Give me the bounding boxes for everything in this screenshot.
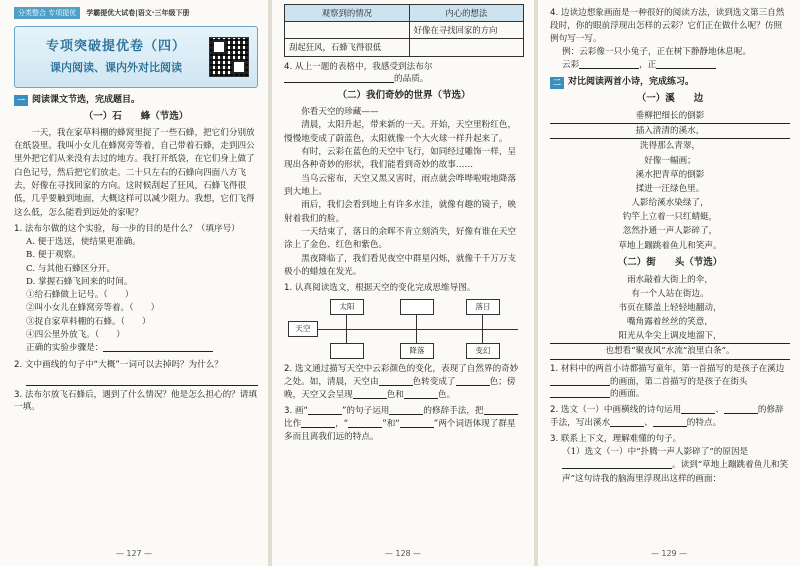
mind-map-node: 落日: [466, 299, 500, 315]
passage-paragraph: 清晨，太阳升起，带来新的一天。开始，天空里粉红色，慢慢地变成了蔚蓝色，太阳就像一个大火球一样升起来了。: [284, 120, 517, 144]
table-cell: 好像在寻找回家的方向: [409, 22, 523, 39]
mind-map-root: 天空: [288, 321, 318, 337]
answer-blank[interactable]: [353, 389, 387, 399]
poem-line: 也想看“聚夜风”水流“浪里白条”。: [550, 344, 790, 359]
fill-sentence: 云彩 ，正: [550, 59, 790, 72]
answer-blank[interactable]: [308, 405, 342, 415]
answer-blank[interactable]: [579, 59, 639, 69]
poem-line: 插入清清的溪水，: [550, 124, 790, 139]
poem-line: 草地上蹦跳着鱼儿和笑声。: [618, 240, 722, 251]
poem-2: [550, 273, 790, 360]
page-number: — 128 —: [384, 549, 422, 559]
passage-paragraph: 一天，我在家草料棚的蜂窝里捉了一些石蜂，把它们分别放在纸袋里。我叫小女儿在蜂窝旁等着，自己带着石蜂，走到四公里外把它们从来没有去过的地方。我打开纸袋，在它们身上做了白色记号，然后把它们放走。二十只左右的石蜂向四面八方飞去，好像在寻找回家的方向。这时候刮起了狂风，石蜂飞得很低，几乎要触到地面，大概这样可以减少阻力。我想，它们飞得这么低，怎么能看到远处的家呢？: [14, 127, 255, 218]
answer-blank[interactable]: [656, 59, 716, 69]
question-3: 3. 联系上下文，理解难懂的句子。: [550, 434, 682, 445]
poem-line: 溪水把青草的倒影: [635, 169, 705, 180]
passage-paragraph: 你看天空的珍藏——: [301, 107, 379, 118]
page-127: [0, 0, 268, 566]
section-number-icon: 二: [550, 77, 564, 89]
answer-blank[interactable]: [103, 342, 213, 352]
section-number-icon: 一: [14, 95, 28, 107]
step-item: ①给石蜂做上记号。（ ）: [26, 290, 134, 301]
option: C. 与其他石蜂区分开。: [26, 263, 116, 274]
section-heading: 一 阅读课文节选，完成题目。: [14, 94, 258, 107]
poem-line: 钓竿上立着一只红蜻蜓，: [622, 212, 718, 223]
poem-line: 书页在膝盖上轻轻地翻动，: [618, 302, 722, 313]
passage-paragraph: 一天结束了，落日的余晖不肯立刻消失，好像有谁在天空涂上了金色、红色和紫色。: [284, 226, 517, 251]
poem-title: （一）溪 边: [636, 93, 704, 105]
banner-title: 专项突破提优卷（四）: [45, 38, 186, 54]
header-bar: [14, 6, 258, 20]
answer-blank[interactable]: [550, 388, 610, 398]
option: A. 便于选送，使结果更准确。: [26, 236, 141, 247]
test-banner: [14, 26, 258, 88]
question-4: 4. 边读边想象画面是一种很好的阅读方法，读到选文第三自然段时，你的眼前浮现出怎样的云彩？它们正在做什么呢？仿照例句写一写。: [550, 8, 785, 44]
book-brand: 学霸提优大试卷|语文·三年级下册: [86, 8, 190, 17]
step-item: ③捉自家草料棚的石蜂。（ ）: [26, 316, 151, 327]
mind-map-axis: [318, 329, 518, 330]
mind-map: [284, 299, 524, 359]
question-4: 4. 从上一题的表格中，我感受到法布尔的品质。: [284, 61, 433, 85]
question-2: 2. 选文（一）中画横线的诗句运用 、 的修辞手法，写出溪水 、 的特点。: [550, 405, 784, 429]
table-header: 内心的想法: [409, 5, 523, 22]
answer-blank[interactable]: [562, 459, 672, 469]
answer-blank[interactable]: [301, 418, 335, 428]
page-number: — 129 —: [650, 549, 688, 559]
answer-blank[interactable]: [400, 418, 434, 428]
passage-paragraph: 雨后，我们会看到地上有许多水洼，就像有趣的镜子，映射着我们的脸。: [284, 200, 517, 224]
table-cell[interactable]: [409, 39, 523, 56]
answer-blank[interactable]: [484, 405, 518, 415]
table-row: [285, 39, 524, 56]
poem-line: 有一个人站在街边。: [631, 288, 709, 299]
passage-paragraph: 当乌云密布，天空又黑又害时，雨点就会哗哗啦啦地降落到大地上。: [284, 173, 517, 197]
step-item: ④四公里外放飞。（ ）: [26, 330, 125, 341]
answer-blank[interactable]: [379, 376, 413, 386]
mind-map-node[interactable]: [330, 343, 364, 359]
mind-map-node: 变幻: [466, 343, 500, 359]
poem-line: 好像一幅画；: [644, 155, 696, 166]
mind-map-node[interactable]: [400, 299, 434, 315]
answer-blank[interactable]: [284, 73, 394, 83]
question-1: 1. 法布尔做的这个实验，每一步的目的是什么？（填序号）: [14, 224, 240, 234]
poem-line: 洗得那么青翠，: [639, 141, 701, 152]
poem-1: [550, 109, 790, 253]
step-item: ②叫小女儿在蜂窝旁等着。（ ）: [26, 303, 160, 314]
poem-line: 揉进一汪绿色里。: [635, 183, 705, 194]
poem-title: （二）街 头（节选）: [617, 256, 723, 268]
passage-paragraph: 有时，云彩在蓝色的天空中飞行，如同经过雕饰一样，呈现出各种奇妙的形状，我们能看到奇妙的故事……: [284, 147, 517, 171]
passage-title: （二）我们奇妙的世界（节选）: [337, 90, 471, 102]
page-129: [538, 0, 800, 566]
table-row: [285, 22, 524, 39]
answer-blank[interactable]: [681, 404, 715, 414]
question-3: 3. 画“ ”的句子运用 的修辞手法，把比作 ，“ ”和“ ”两个词语体现了群星多而且离我们远的特点。: [284, 405, 524, 444]
sub-question: （1）选文（一）中“扑腾一声人影碎了”的原因是。读到“草地上蹦跳着鱼儿和笑声”这句诗我的脑海里浮现出这样的画面：: [562, 446, 789, 484]
mind-map-node: 太阳: [330, 299, 364, 315]
question-2: 2. 文中画线的句子中“大概”一词可以去掉吗？为什么？: [14, 359, 223, 370]
qr-code-icon: [209, 37, 249, 77]
poem-line: 嘴角露着丝丝的笑意，: [627, 317, 713, 328]
poem-line: 阳光从伞尖上调皮地溜下，: [550, 329, 790, 344]
answer-blank[interactable]: [610, 417, 644, 427]
table-cell[interactable]: [285, 22, 410, 39]
table-header: 观察到的情况: [285, 5, 410, 22]
page-128: [272, 0, 534, 566]
answer-blank[interactable]: [550, 376, 610, 386]
poem-line: 忽然扑通一声人影碎了，: [622, 226, 718, 237]
answer-blank[interactable]: [389, 405, 423, 415]
answer-blank[interactable]: [456, 376, 490, 386]
poem-line: 雨水敲着大街上的伞，: [627, 274, 713, 285]
option: B. 便于观察。: [26, 250, 81, 261]
mind-map-node: 降落: [400, 343, 434, 359]
example-sentence: 例：云彩像一只小兔子，正在树下静静地休息呢。: [562, 46, 752, 57]
category-tag: 分类整合 专项提优: [14, 7, 80, 19]
answer-blank[interactable]: [348, 418, 382, 428]
option: D. 掌握石蜂飞回来的时间。: [26, 276, 133, 287]
question-1: 1. 材料中的两首小诗都描写童年，第一首描写的是孩子在溪边的画面，第二首描写的是孩子在街头的画面。: [550, 363, 785, 400]
banner-subtitle: 课内阅读、课内外对比阅读: [50, 61, 182, 75]
step-order-line: 正确的实验步骤是：: [14, 342, 258, 355]
section-heading: 二 对比阅读两首小诗，完成练习。: [550, 76, 790, 89]
answer-blank[interactable]: [653, 417, 687, 427]
passage-title: （一）石 蜂（节选）: [83, 111, 189, 123]
poem-line: 垂柳把细长的倒影: [550, 109, 790, 124]
passage-paragraph: 黑夜降临了，我们看见夜空中群星闪烁，就像千千万万支极小的蜡烛在发光。: [284, 253, 517, 277]
question-2: 2. 选文通过描写天空中云彩颜色的变化，表现了自然界的奇妙之处。如，清晨，天空由 色转变成了 色；傍晚，天空又会呈现 色和 色。: [284, 364, 519, 400]
answer-blank[interactable]: [404, 389, 438, 399]
question-1: 1. 认真阅读选文，根据天空的变化完成思维导图。: [284, 283, 476, 294]
table-cell: 刮起狂风，石蜂飞得很低: [285, 39, 410, 56]
poem-line: 人影给溪水染绿了，: [631, 198, 709, 209]
question-3: 3. 法布尔放飞石蜂后，遇到了什么情况？他是怎么担心的？请填一填。: [14, 389, 257, 413]
page-number: — 127 —: [115, 549, 153, 559]
answer-blank[interactable]: [724, 404, 758, 414]
observation-table: [284, 4, 524, 57]
answer-line[interactable]: [26, 372, 258, 386]
